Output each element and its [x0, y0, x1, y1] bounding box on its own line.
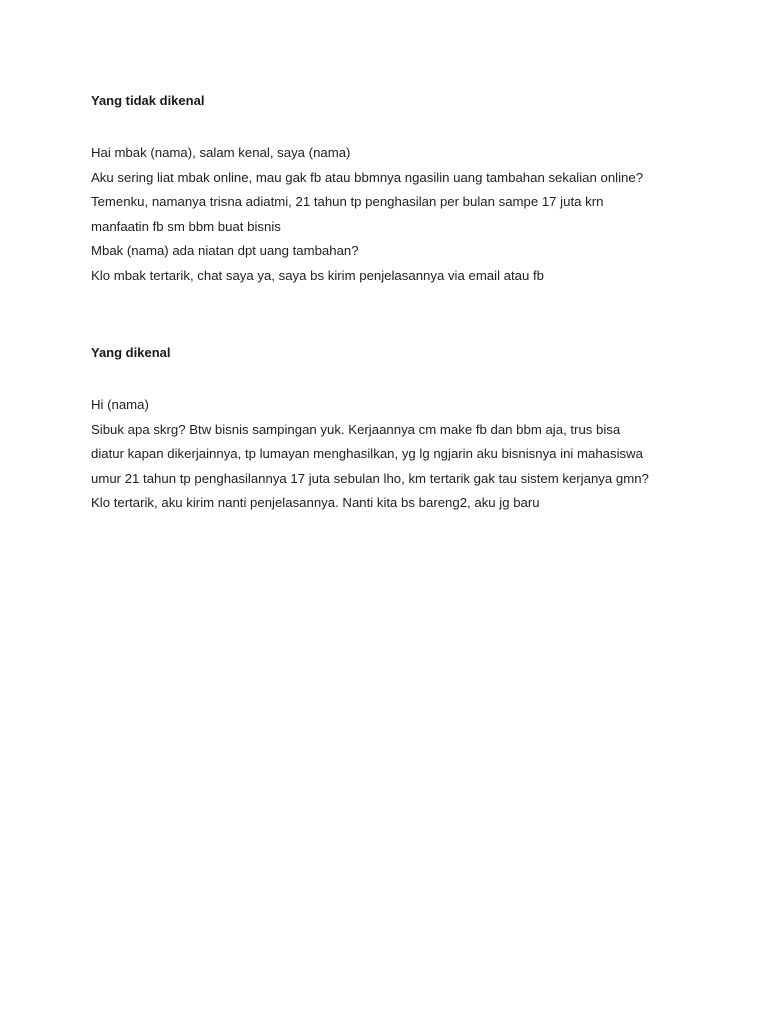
message-line: Mbak (nama) ada niatan dpt uang tambahan?	[91, 243, 359, 258]
section-heading-known: Yang dikenal	[91, 345, 171, 360]
message-template-known	[91, 393, 711, 516]
message-line: Temenku, namanya trisna adiatmi, 21 tahun tp penghasilan per bulan sampe 17 juta krn	[91, 194, 604, 209]
message-line: Sibuk apa skrg? Btw bisnis sampingan yuk. Kerjaannya cm make fb dan bbm aja, trus bisa	[91, 421, 621, 437]
message-line: Aku sering liat mbak online, mau gak fb atau bbmnya ngasilin uang tambahan sekalian online?	[91, 169, 644, 185]
message-line: manfaatin fb sm bbm buat bisnis	[91, 218, 281, 234]
message-line: Klo mbak tertarik, chat saya ya, saya bs kirim penjelasannya via email atau fb	[91, 267, 544, 283]
message-line: Hi (nama)	[91, 397, 149, 412]
message-line: Klo tertarik, aku kirim nanti penjelasannya. Nanti kita bs bareng2, aku jg baru	[91, 495, 540, 510]
message-line: Hai mbak (nama), salam kenal, saya (nama)	[91, 145, 351, 160]
section-known-contacts	[91, 343, 711, 516]
message-line: diatur kapan dikerjainnya, tp lumayan menghasilkan, yg lg ngjarin aku bisnisnya ini mahasiswa	[91, 446, 643, 461]
message-template-unknown	[91, 141, 711, 288]
message-line: umur 21 tahun tp penghasilannya 17 juta sebulan lho, km tertarik gak tau sistem kerjanya gmn?	[91, 470, 649, 486]
section-unknown-contacts	[91, 91, 711, 288]
section-heading-unknown: Yang tidak dikenal	[91, 93, 205, 108]
